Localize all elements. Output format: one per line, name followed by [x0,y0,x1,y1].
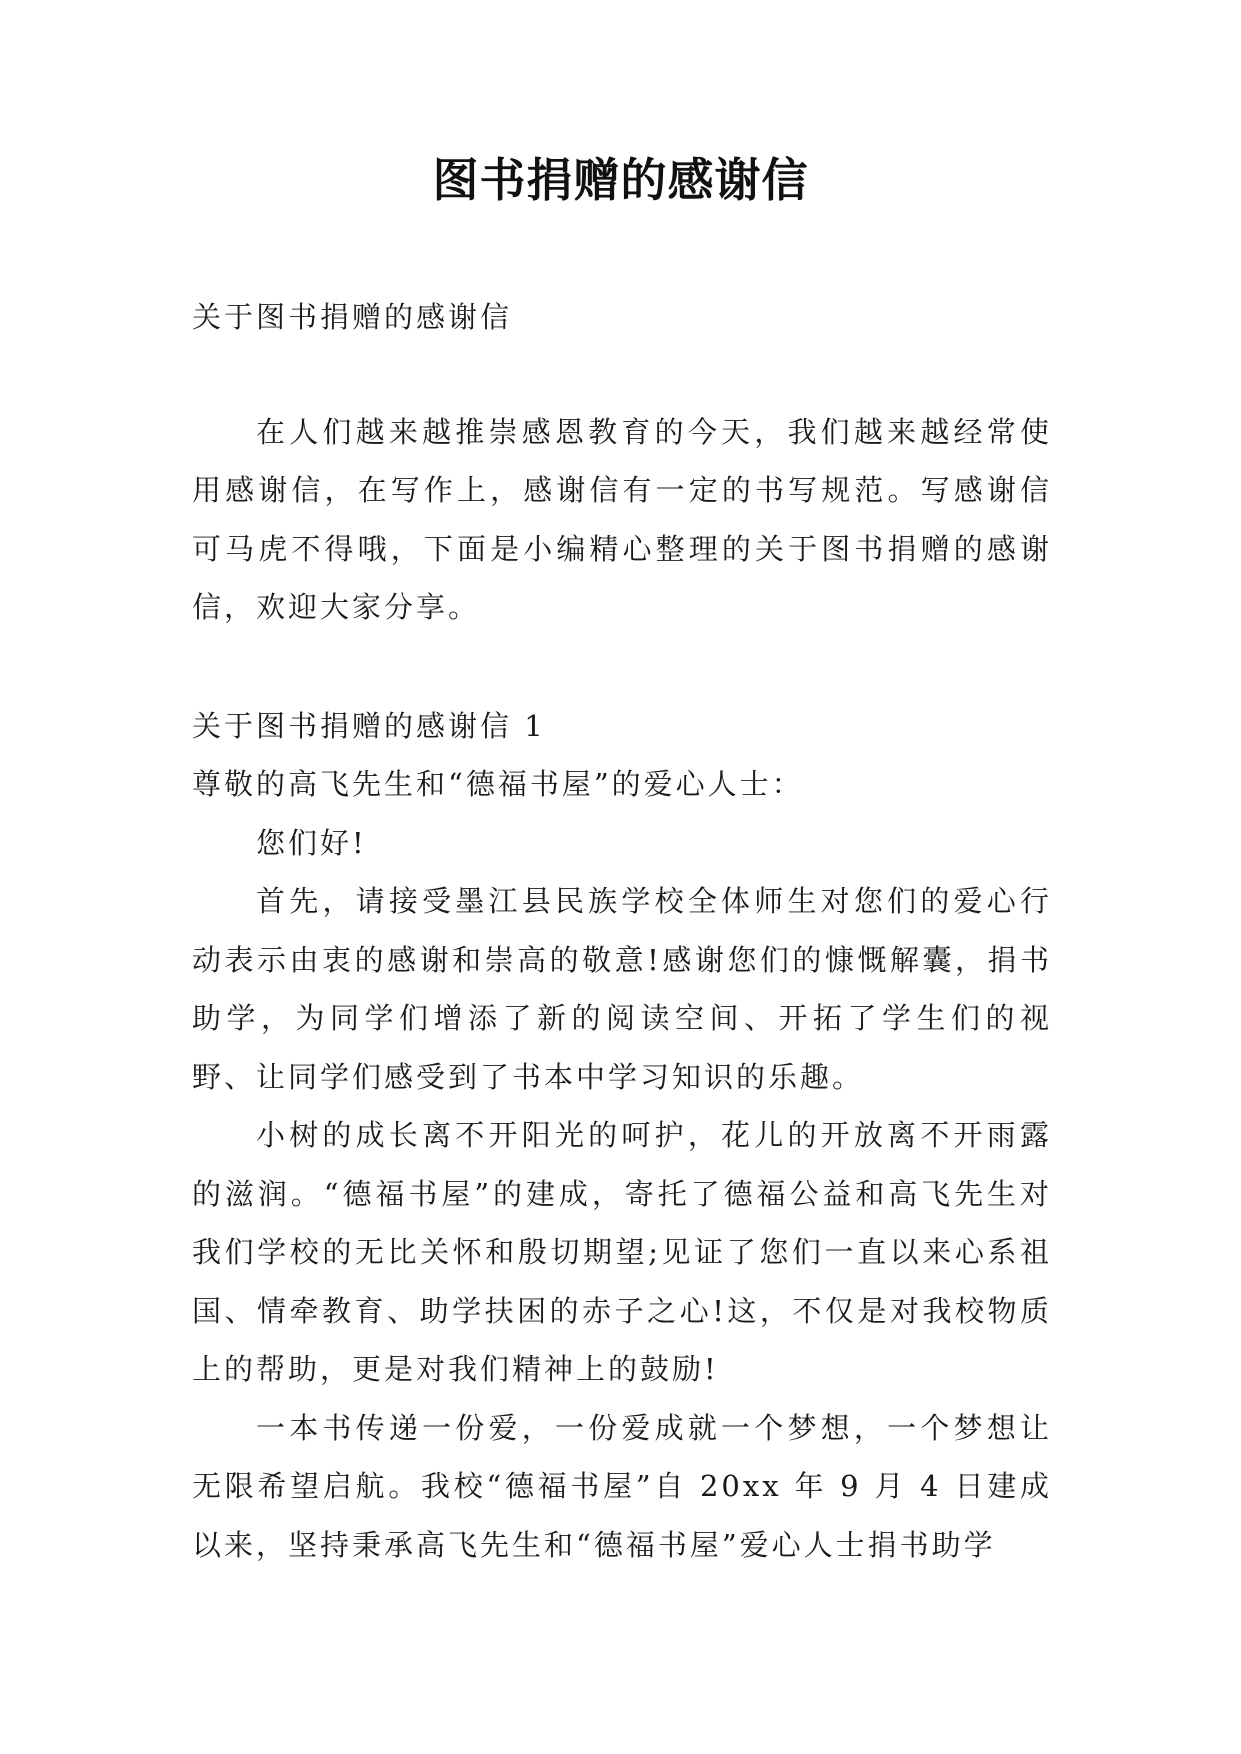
document-subtitle: 关于图书捐赠的感谢信 [192,300,513,334]
document-body [192,288,1052,1574]
body-paragraph-1: 首先，请接受墨江县民族学校全体师生对您们的爱心行动表示由衷的感谢和崇高的敬意!感谢您们的慷慨解囊，捐书助学，为同学们增添了新的阅读空间、开拓了学生们的视野、让同学们感受到了书本中学习知识的乐趣。 [192,884,1052,1094]
body-paragraph-2: 小树的成长离不开阳光的呵护，花儿的开放离不开雨露的滋润。“德福书屋”的建成，寄托了德福公益和高飞先生对我们学校的无比关怀和殷切期望;见证了您们一直以来心系祖国、情牵教育、助学扶困的赤子之心!这，不仅是对我校物质上的帮助，更是对我们精神上的鼓励! [192,1118,1052,1386]
section-heading: 关于图书捐赠的感谢信 1 [192,708,546,743]
document-title: 图书捐赠的感谢信 [432,153,809,207]
intro-paragraph: 在人们越来越推崇感恩教育的今天，我们越来越经常使用感谢信，在写作上，感谢信有一定的书写规范。写感谢信可马虎不得哦，下面是小编精心整理的关于图书捐赠的感谢信，欢迎大家分享。 [192,414,1052,624]
body-paragraph-3: 一本书传递一份爱，一份爱成就一个梦想，一个梦想让无限希望启航。我校“德福书屋”自 20xx 年 9 月 4 日建成以来，坚持秉承高飞先生和“德福书屋”爱心人士捐书助学 [192,1410,1052,1562]
greeting: 您们好! [256,825,367,860]
salutation: 尊敬的高飞先生和“德福书屋”的爱心人士： [192,767,804,801]
